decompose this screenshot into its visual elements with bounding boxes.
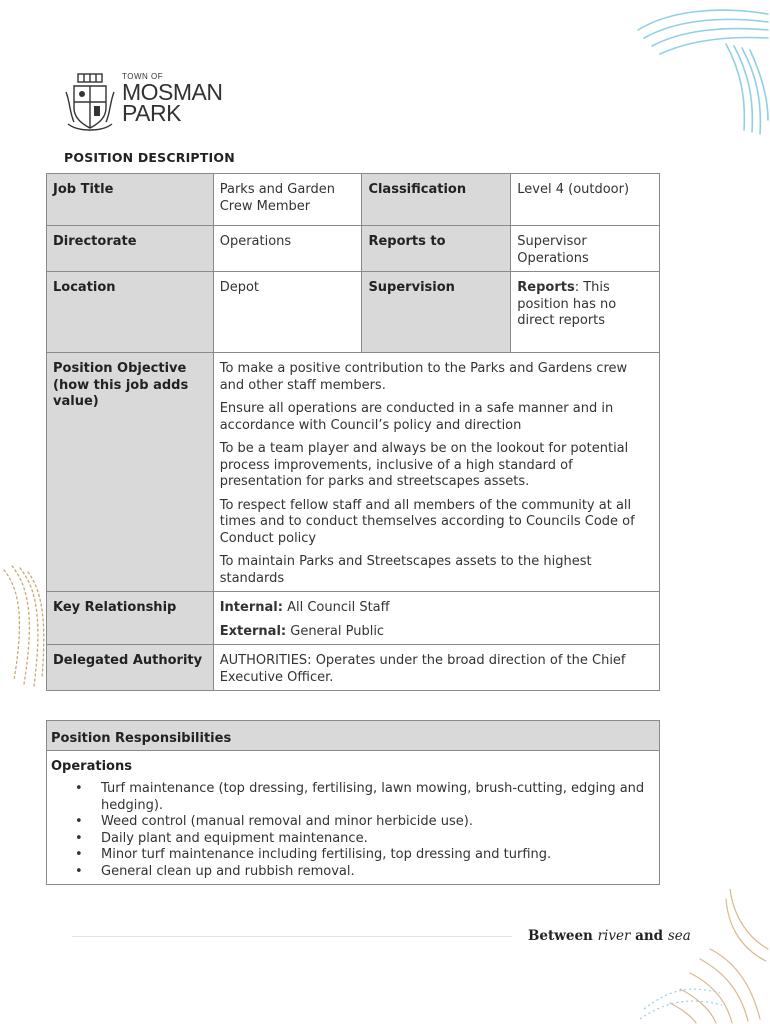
logo-park: PARK: [122, 100, 181, 126]
table-row: [47, 272, 660, 353]
location-value: Depot: [213, 272, 362, 353]
tagline-part: Between: [528, 928, 598, 944]
directorate-label: Directorate: [47, 226, 214, 272]
list-item-text: Turf maintenance (top dressing, fertilising, lawn mowing, brush-cutting, edging and hedging).: [101, 781, 645, 813]
key-relationship-value: [213, 592, 659, 645]
list-item-text: Weed control (manual removal and minor herbicide use).: [101, 814, 473, 829]
reports-to-label: Reports to: [362, 226, 511, 272]
wave-decoration-icon: [630, 0, 770, 140]
table-row: [47, 353, 660, 592]
objective-paragraph: To make a positive contribution to the Parks and Gardens crew and other staff members.: [219, 361, 628, 393]
objective-paragraph: To respect fellow staff and all members of the community at all times and to conduct themselves according to Councils Code of Conduct policy: [219, 497, 635, 546]
list-item: [75, 864, 655, 881]
tagline-part: sea: [667, 928, 691, 944]
objective-label: Position Objective (how this job adds value): [47, 353, 214, 592]
key-relationship-label: Key Relationship: [47, 592, 214, 645]
bullet-icon: •: [75, 863, 83, 879]
objective-paragraph: To maintain Parks and Streetscapes assets to the highest standards: [219, 554, 592, 586]
job-title-value: Parks and Garden Crew Member: [213, 174, 362, 226]
external-value: General Public: [286, 623, 385, 639]
reed-decoration-icon: [0, 560, 48, 690]
job-title-label: Job Title: [47, 174, 214, 226]
directorate-value: Operations: [213, 226, 362, 272]
bullet-icon: •: [75, 847, 83, 862]
internal-value: All Council Staff: [282, 600, 390, 615]
list-item: [75, 781, 655, 814]
responsibilities-list: [51, 781, 655, 880]
responsibilities-box: [46, 720, 660, 885]
responsibilities-subheading: Operations: [51, 759, 132, 774]
bullet-icon: •: [75, 830, 83, 846]
list-item: [75, 831, 655, 848]
tagline-part: river: [597, 928, 631, 944]
footer-divider: [72, 936, 512, 937]
table-row: [47, 226, 660, 272]
objective-value: [213, 353, 659, 592]
list-item-text: Minor turf maintenance including fertilising, top dressing and turfing.: [101, 847, 552, 862]
table-row: [47, 174, 660, 226]
coat-of-arms-icon: [64, 72, 116, 134]
delegated-authority-value: AUTHORITIES: Operates under the broad direction of the Chief Executive Officer.: [213, 645, 659, 691]
supervision-value: [511, 272, 660, 353]
classification-value: Level 4 (outdoor): [511, 174, 660, 226]
list-item: [75, 847, 655, 864]
external-key: External:: [219, 623, 287, 639]
shell-decoration-icon: [630, 889, 770, 1024]
delegated-authority-label: Delegated Authority: [47, 645, 214, 691]
logo-mosman: MOSMAN: [122, 79, 223, 105]
footer-tagline: [528, 928, 691, 944]
reports-to-value: Supervisor Operations: [511, 226, 660, 272]
classification-label: Classification: [362, 174, 511, 226]
internal-key: Internal:: [219, 600, 283, 615]
supervision-label: Supervision: [362, 272, 511, 353]
council-logo: [64, 72, 223, 134]
bullet-icon: •: [75, 814, 83, 829]
supervision-text: : This position has no direct reports: [517, 280, 617, 328]
supervision-key: Reports: [517, 280, 575, 295]
table-row: [47, 645, 660, 691]
tagline-part: and: [630, 928, 668, 944]
responsibilities-heading: Position Responsibilities: [47, 721, 659, 750]
list-item: [75, 814, 655, 831]
logo-town-of: TOWN OF: [122, 72, 164, 81]
objective-paragraph: To be a team player and always be on the lookout for potential process improvements, inclusive of a high standard of presentation for parks and streetscapes assets.: [219, 441, 629, 489]
objective-paragraph: Ensure all operations are conducted in a safe manner and in accordance with Council’s policy and direction: [219, 401, 614, 433]
bullet-icon: •: [75, 781, 83, 796]
location-label: Location: [47, 272, 214, 353]
table-row: [47, 592, 660, 645]
page-title: POSITION DESCRIPTION: [64, 150, 235, 165]
position-info-table: [46, 173, 660, 691]
list-item-text: Daily plant and equipment maintenance.: [101, 830, 368, 846]
list-item-text: General clean up and rubbish removal.: [101, 863, 355, 879]
